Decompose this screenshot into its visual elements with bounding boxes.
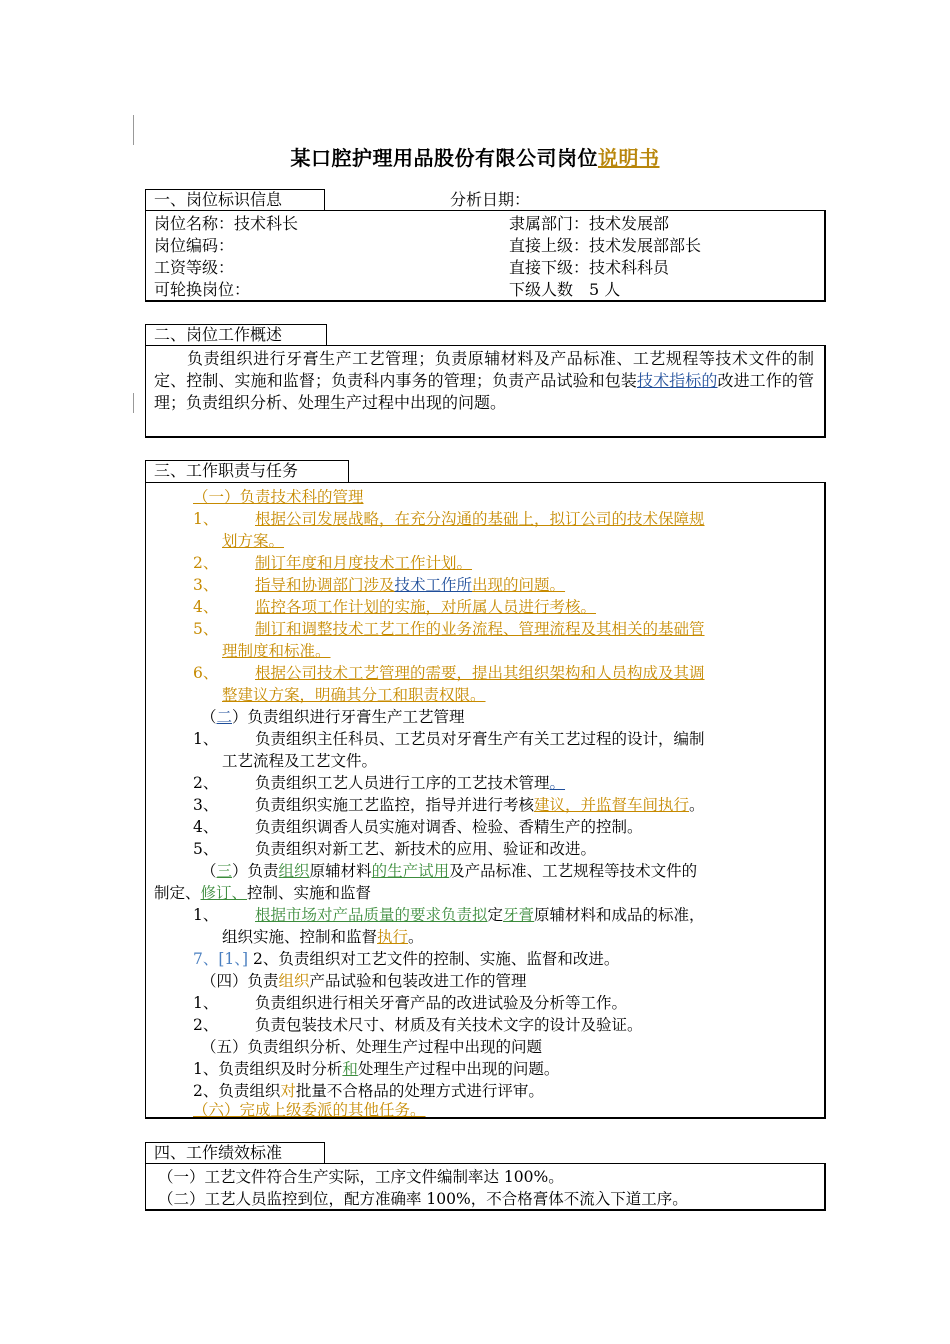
g1-item1	[193, 508, 705, 530]
g2-item1	[193, 728, 705, 750]
g1-item4	[193, 596, 596, 618]
g1-item3-num: 3、	[193, 576, 219, 594]
g2-item1-cont: 工艺流程及工艺文件。	[222, 752, 378, 770]
page-title	[0, 142, 950, 171]
g2-item3-end: 。	[689, 796, 705, 814]
g3-head-a: （	[201, 862, 217, 880]
g3-item1-cont-c: 。	[408, 928, 424, 946]
g4-item2	[193, 1014, 643, 1036]
section2-box	[145, 345, 826, 438]
g1-item3-link: 技术工作所	[394, 576, 473, 594]
subordinate-count: 下级人数 5 人	[509, 280, 621, 299]
g2-item3-num: 3、	[193, 796, 219, 814]
g2-item1-num: 1、	[193, 730, 219, 748]
g3-item1-a: 根据市场对产品质量的要求负责拟	[255, 906, 488, 924]
g3-item2-marker: 7、[1、]	[193, 950, 249, 968]
g4-head	[201, 970, 527, 992]
title-text: 某口腔护理用品股份有限公司岗位	[290, 146, 598, 170]
g1-item5-num: 5、	[193, 620, 219, 638]
g3-head-c: ）负责	[232, 862, 279, 880]
g1-item2-text: 制订年度和月度技术工作计划。	[255, 554, 473, 572]
margin-mark	[133, 393, 134, 413]
g5-item2-c: 批量不合格品的处理方式进行评审。	[295, 1082, 544, 1100]
g1-item6-text: 根据公司技术工艺管理的需要，提出其组织架构和人员构成及其调	[255, 664, 705, 682]
job-overview	[154, 348, 814, 414]
kpi-2: （二）工艺人员监控到位，配方准确率 100%，不合格膏体不流入下道工序。	[158, 1190, 688, 1208]
section1-box	[145, 210, 826, 302]
g4-head-b: 组织	[278, 972, 310, 990]
g1-item2	[193, 552, 472, 574]
g4-head-a: （四）负责	[201, 972, 279, 990]
g2-item3	[193, 794, 705, 816]
g2-item2	[193, 772, 565, 794]
kpi-1: （一）工艺文件符合生产实际，工序文件编制率达 100%。	[158, 1168, 564, 1186]
g3-item2-text: 2、负责组织对工艺文件的控制、实施、监督和改进。	[248, 950, 620, 968]
g3-head-f: 的生产试用	[371, 862, 450, 880]
g2-item2-mark: 。	[549, 774, 566, 792]
rotation-position: 可轮换岗位：	[154, 280, 251, 299]
section4-box	[145, 1163, 826, 1211]
g2-item3-highlight: 建议，并监督车间执行	[534, 796, 690, 814]
g1-item5-text: 制订和调整技术工艺工作的业务流程、管理流程及其相关的基础管	[255, 620, 705, 638]
section3-tab: 三、工作职责与任务	[145, 460, 349, 482]
g1-head: （一）负责技术科的管理	[193, 488, 364, 506]
g1-item4-num: 4、	[193, 598, 219, 616]
g1-item4-text: 监控各项工作计划的实施，对所属人员进行考核。	[255, 598, 597, 616]
g3-head-g: 及产品标准、工艺规程等技术文件的	[449, 862, 698, 880]
g1-item6-num: 6、	[193, 664, 219, 682]
direct-subordinate: 直接下级：技术科科员	[509, 258, 670, 277]
section1-tab: 一、岗位标识信息	[145, 189, 325, 211]
g1-item1-cont: 划方案。	[222, 532, 285, 550]
g2-item4	[193, 816, 643, 838]
position-name: 岗位名称：技术科长	[154, 214, 299, 233]
g2-head-c: ）负责组织进行牙膏生产工艺管理	[232, 708, 465, 726]
g2-head-b: 二	[216, 708, 233, 726]
g1-item1-text: 根据公司发展战略，在充分沟通的基础上，拟订公司的技术保障规	[255, 510, 705, 528]
g1-item2-num: 2、	[193, 554, 219, 572]
g2-item5	[193, 838, 596, 860]
g3-item1-cont	[222, 926, 424, 948]
g1-item3-text-end: 出现的问题。	[472, 576, 566, 594]
g4-item2-text: 负责包装技术尺寸、材质及有关技术文字的设计及验证。	[255, 1016, 643, 1034]
g5-item1-b: 和	[342, 1060, 358, 1078]
g2-head-a: （	[201, 708, 217, 726]
g3-item1-cont-a: 组织实施、控制和监督	[222, 928, 378, 946]
g2-item4-num: 4、	[193, 818, 219, 836]
g3-head-cont	[154, 882, 371, 904]
g3-item2	[193, 948, 619, 970]
g4-head-c: 产品试验和包装改进工作的管理	[309, 972, 527, 990]
g5-item1-c: 处理生产过程中出现的问题。	[357, 1060, 560, 1078]
g2-head	[201, 706, 465, 728]
g5-item2-b: 对	[280, 1082, 296, 1100]
title-highlight: 说明书	[598, 146, 660, 170]
section4-tab: 四、工作绩效标准	[145, 1142, 325, 1164]
g5-item1	[193, 1058, 559, 1080]
g2-item5-text: 负责组织对新工艺、新技术的应用、验证和改进。	[255, 840, 597, 858]
direct-superior: 直接上级：技术发展部部长	[509, 236, 702, 255]
g1-item6	[193, 662, 705, 684]
g3-item1-num: 1、	[193, 906, 219, 924]
g2-item2-text: 负责组织工艺人员进行工序的工艺技术管理	[255, 774, 550, 792]
department: 隶属部门：技术发展部	[509, 214, 670, 233]
g1-item3	[193, 574, 565, 596]
salary-grade: 工资等级：	[154, 258, 235, 277]
g3-item1-cont-b: 执行	[377, 928, 409, 946]
analysis-date-label: 分析日期：	[450, 190, 531, 209]
g3-head	[201, 860, 697, 882]
g3-line2-c: 控制、实施和监督	[247, 884, 372, 902]
g5-head: （五）负责组织分析、处理生产过程中出现的问题	[201, 1038, 543, 1056]
g1-item5	[193, 618, 705, 640]
position-code: 岗位编码：	[154, 236, 235, 255]
g4-item1-text: 负责组织进行相关牙膏产品的改进试验及分析等工作。	[255, 994, 628, 1012]
g5-item1-a: 1、负责组织及时分析	[193, 1060, 343, 1078]
g3-line2-b: 修订、	[200, 884, 248, 902]
g1-item1-num: 1、	[193, 510, 219, 528]
g3-item1-d: 原辅材料和成品的标准，	[534, 906, 705, 924]
g4-item1-num: 1、	[193, 994, 219, 1012]
overview-text-2: 改进工作的管理；负责组织分析、处理生产过程中出现的问题。	[154, 371, 814, 412]
g1-item6-cont: 整建议方案，明确其分工和职责权限。	[222, 686, 486, 704]
g4-item2-num: 2、	[193, 1016, 219, 1034]
g3-head-d: 组织	[278, 862, 310, 880]
g3-head-b: 三	[216, 862, 233, 880]
g2-item3-text: 负责组织实施工艺监控，指导并进行考核	[255, 796, 535, 814]
section3-box	[145, 482, 826, 1119]
g6-head: （六）完成上级委派的其他任务。	[193, 1101, 426, 1119]
section2-tab: 二、岗位工作概述	[145, 324, 327, 346]
g4-item1	[193, 992, 627, 1014]
g3-head-e: 原辅材料	[309, 862, 372, 880]
g1-item3-text: 指导和协调部门涉及	[255, 576, 395, 594]
overview-text-1: 负责组织进行牙膏生产工艺管理；负责原辅材料及产品标准、工艺规程等技术文件的制定、控制、实施和监督；负责科内事务的管理；负责产品试验和包装	[154, 349, 814, 390]
margin-mark	[133, 115, 134, 145]
g3-item1-b: 定	[487, 906, 504, 924]
g2-item2-num: 2、	[193, 774, 219, 792]
g2-item1-text: 负责组织主任科员、工艺员对牙膏生产有关工艺过程的设计，编制	[255, 730, 705, 748]
g5-item2-a: 2、负责组织	[193, 1082, 281, 1100]
g1-item5-cont: 理制度和标准。	[222, 642, 331, 660]
overview-link: 技术指标的	[636, 371, 718, 390]
g2-item5-num: 5、	[193, 840, 219, 858]
g3-line2-a: 制定、	[154, 884, 201, 902]
g2-item4-text: 负责组织调香人员实施对调香、检验、香精生产的控制。	[255, 818, 643, 836]
g3-item1-c: 牙膏	[503, 906, 535, 924]
g3-item1	[193, 904, 705, 926]
